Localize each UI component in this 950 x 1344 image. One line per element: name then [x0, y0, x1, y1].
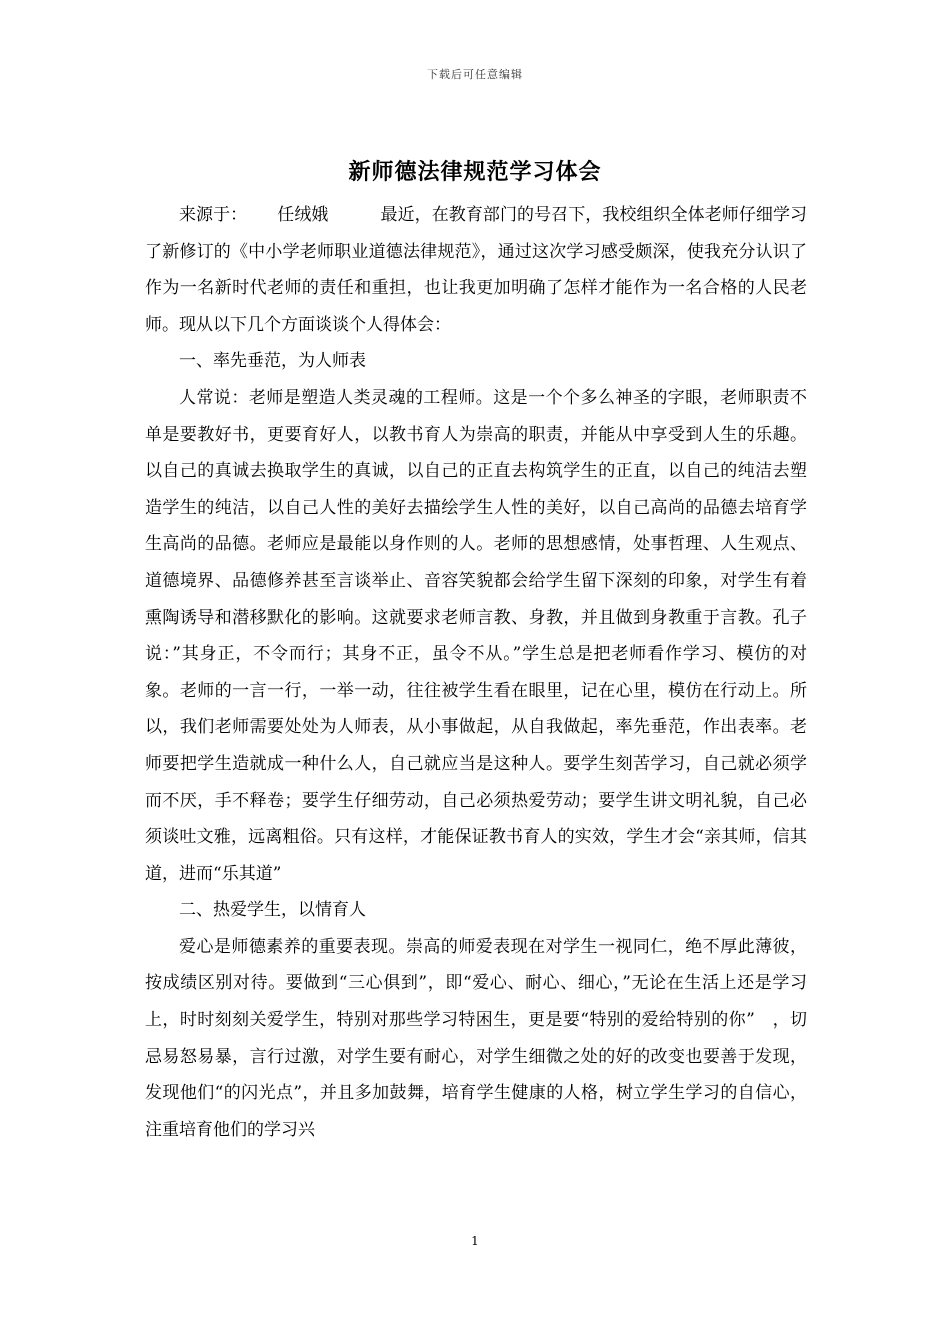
- intro-text: 最近，在教育部门的号召下，我校组织全体老师仔细学习了新修订的《中小学老师职业道德法律规范》，通过这次学习感受颇深，使我充分认识了作为一名新时代老师的责任和重担，也让我更加明确了怎样才能作为一名合格的人民老师。现从以下几个方面谈谈个人得体会：: [145, 205, 808, 335]
- paragraph: 爱心是师德素养的重要表现。崇高的师爱表现在对学生一视同仁，绝不厚此薄彼，按成绩区别对待。要做到“三心俱到”，即“爱心、耐心、细心，”无论在生活上还是学习上，时时刻刻关爱学生，特别对那些学习特困生，更是要“特别的爱给特别的你” ，切忌易怒易暴，言行过激，对学生要有耐心，对学生细微之处的好的改变也要善于发现，发现他们“的闪光点”，并且多加鼓舞，培育学生健康的人格，树立学生学习的自信心，注重培育他们的学习兴: [145, 936, 807, 1140]
- section-heading-2: 二、热爱学生，以情育人: [179, 900, 366, 921]
- source-paragraph: [145, 197, 807, 343]
- page-header-note: 下载后可任意编辑: [427, 68, 523, 81]
- document-title: 新师德法律规范学习体会: [348, 159, 602, 185]
- section-heading-1: 一、率先垂范，为人师表: [179, 351, 366, 372]
- document-body: [145, 197, 807, 1148]
- source-author: 任绒娥: [277, 205, 329, 225]
- source-label: 来源于：: [179, 205, 248, 225]
- page-number: 1: [471, 1234, 479, 1248]
- paragraph: 人常说：老师是塑造人类灵魂的工程师。这是一个个多么神圣的字眼，老师职责不单是要教好书，更要育好人，以教书育人为崇高的职责，并能从中享受到人生的乐趣。以自己的真诚去换取学生的真诚，以自己的正直去构筑学生的正直，以自己的纯洁去塑造学生的纯洁，以自己人性的美好去描绘学生人性的美好，以自己高尚的品德去培育学生高尚的品德。老师应是最能以身作则的人。老师的思想感情，处事哲理、人生观点、道德境界、品德修养甚至言谈举止、音容笑貌都会给学生留下深刻的印象，对学生有着熏陶诱导和潜移默化的影响。这就要求老师言教、身教，并且做到身教重于言教。孔子说：”其身正，不令而行；其身不正，虽令不从。”学生总是把老师看作学习、模仿的对象。老师的一言一行，一举一动，往往被学生看在眼里，记在心里，模仿在行动上。所以，我们老师需要处处为人师表，从小事做起，从自我做起，率先垂范，作出表率。老师要把学生造就成一种什么人，自己就应当是这种人。要学生刻苦学习，自己就必须学而不厌，手不释卷；要学生仔细劳动，自己必须热爱劳动；要学生讲文明礼貌，自己必须谈吐文雅，远离粗俗。只有这样，才能保证教书育人的实效，学生才会“亲其师，信其道，进而“乐其道”: [145, 387, 807, 884]
